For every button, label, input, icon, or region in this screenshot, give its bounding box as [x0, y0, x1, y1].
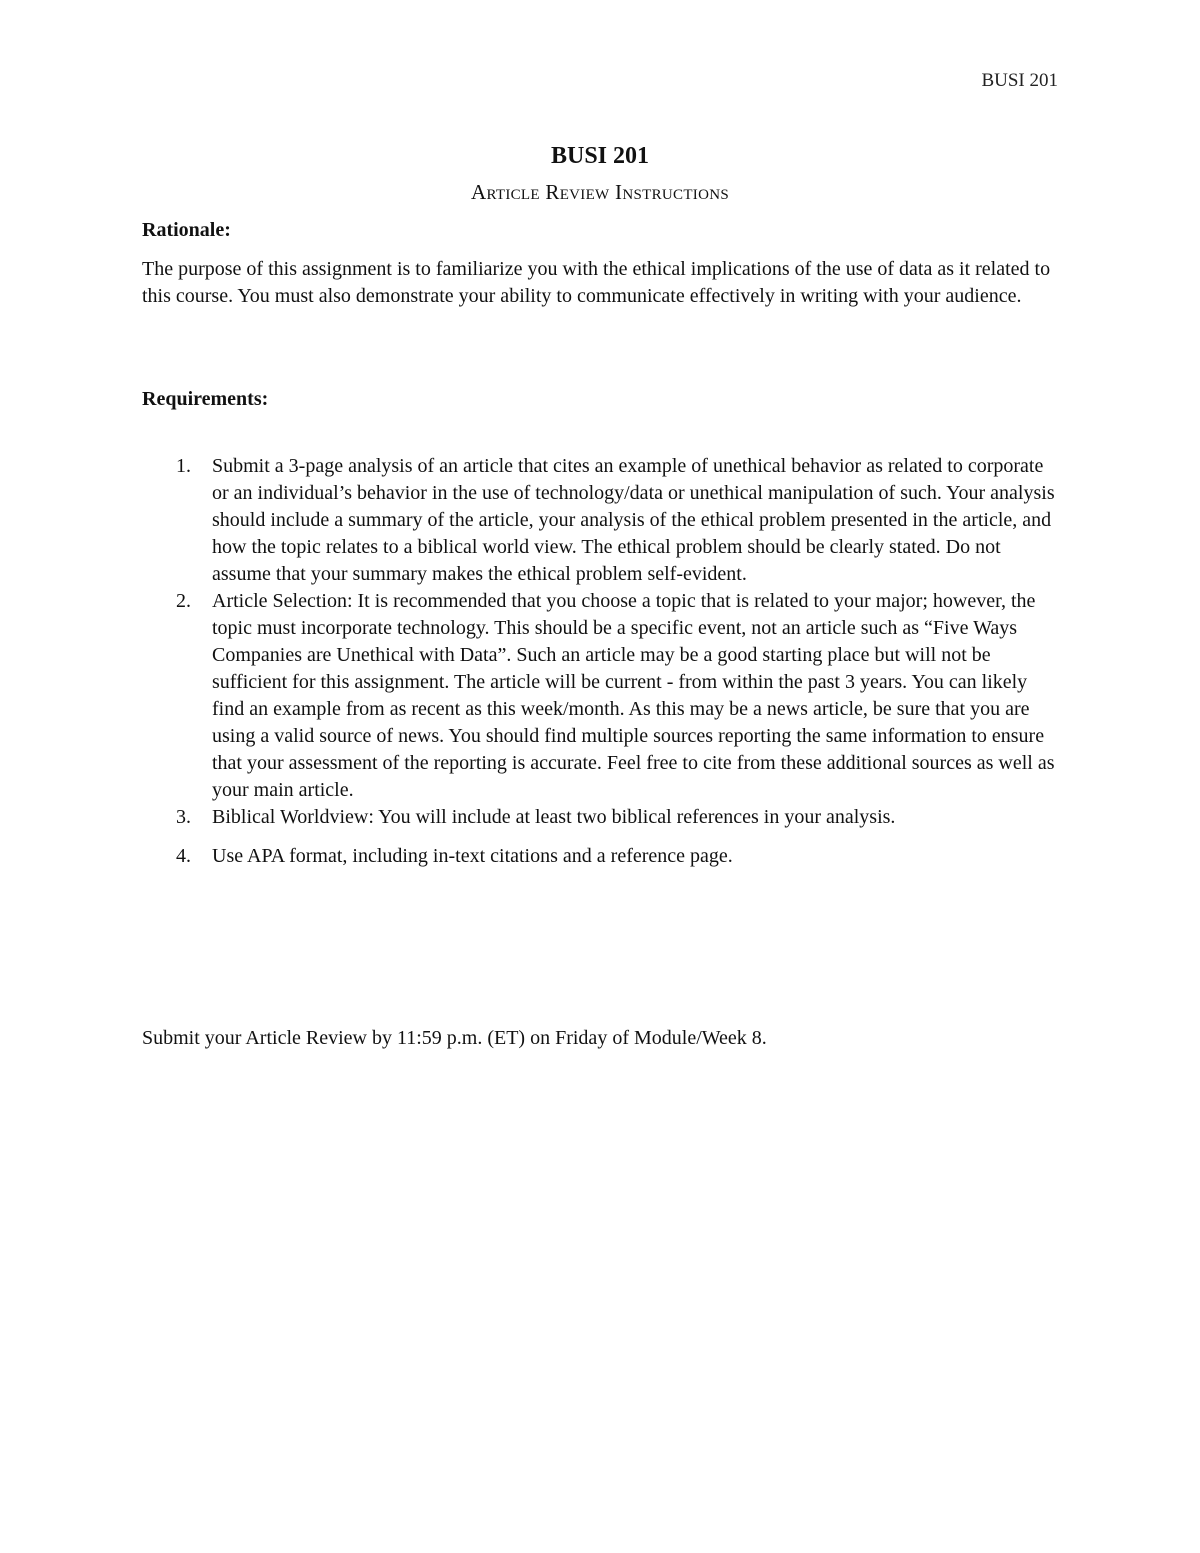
requirement-item — [142, 804, 1062, 831]
document-title: BUSI 201 — [550, 143, 650, 169]
requirements-list — [142, 453, 1062, 870]
document-subtitle: Article Review Instructions — [470, 180, 729, 204]
requirement-item — [142, 453, 1062, 588]
running-header: BUSI 201 — [981, 70, 1058, 91]
requirement-number: 1. — [176, 455, 191, 477]
requirement-number: 4. — [176, 845, 191, 867]
requirement-text: Article Selection: It is recommended that you choose a topic that is related to your major; however, the topic must incorporate technology. This should be a specific event, not an article such as “Five Ways Companies are Unethical with Data”. Such an article may be a good starting place but will not be sufficient for this assignment. The article will be current - from within the past 3 years. You can likely find an example from as recent as this week/month. As this may be a news article, be sure that you are using a valid source of news. You should find multiple sources reporting the same information to ensure that your assessment of the reporting is accurate. Feel free to cite from these additional sources as well as your main article. — [212, 590, 1055, 801]
rationale-text: The purpose of this assignment is to familiarize you with the ethical implications of the use of data as it related to this course. You must also demonstrate your ability to communicate effectively in writing with your audience. — [142, 258, 1051, 307]
submission-deadline: Submit your Article Review by 11:59 p.m. (ET) on Friday of Module/Week 8. — [142, 1027, 767, 1049]
requirement-number: 2. — [176, 590, 191, 612]
requirement-number: 3. — [176, 806, 191, 828]
requirement-text: Submit a 3-page analysis of an article that cites an example of unethical behavior as related to corporate or an individual’s behavior in the use of technology/data or unethical manipulation of such. Your analysis should include a summary of the article, your analysis of the ethical problem presented in the article, and how the topic relates to a biblical world view. The ethical problem should be clearly stated. Do not assume that your summary makes the ethical problem self-evident. — [212, 455, 1055, 585]
requirement-item — [142, 588, 1062, 804]
requirement-item — [142, 843, 1062, 870]
requirements-heading: Requirements: — [142, 388, 269, 410]
requirement-text: Biblical Worldview: You will include at least two biblical references in your analysis. — [212, 806, 896, 828]
requirement-text: Use APA format, including in-text citations and a reference page. — [212, 845, 733, 867]
rationale-heading: Rationale: — [142, 219, 231, 241]
